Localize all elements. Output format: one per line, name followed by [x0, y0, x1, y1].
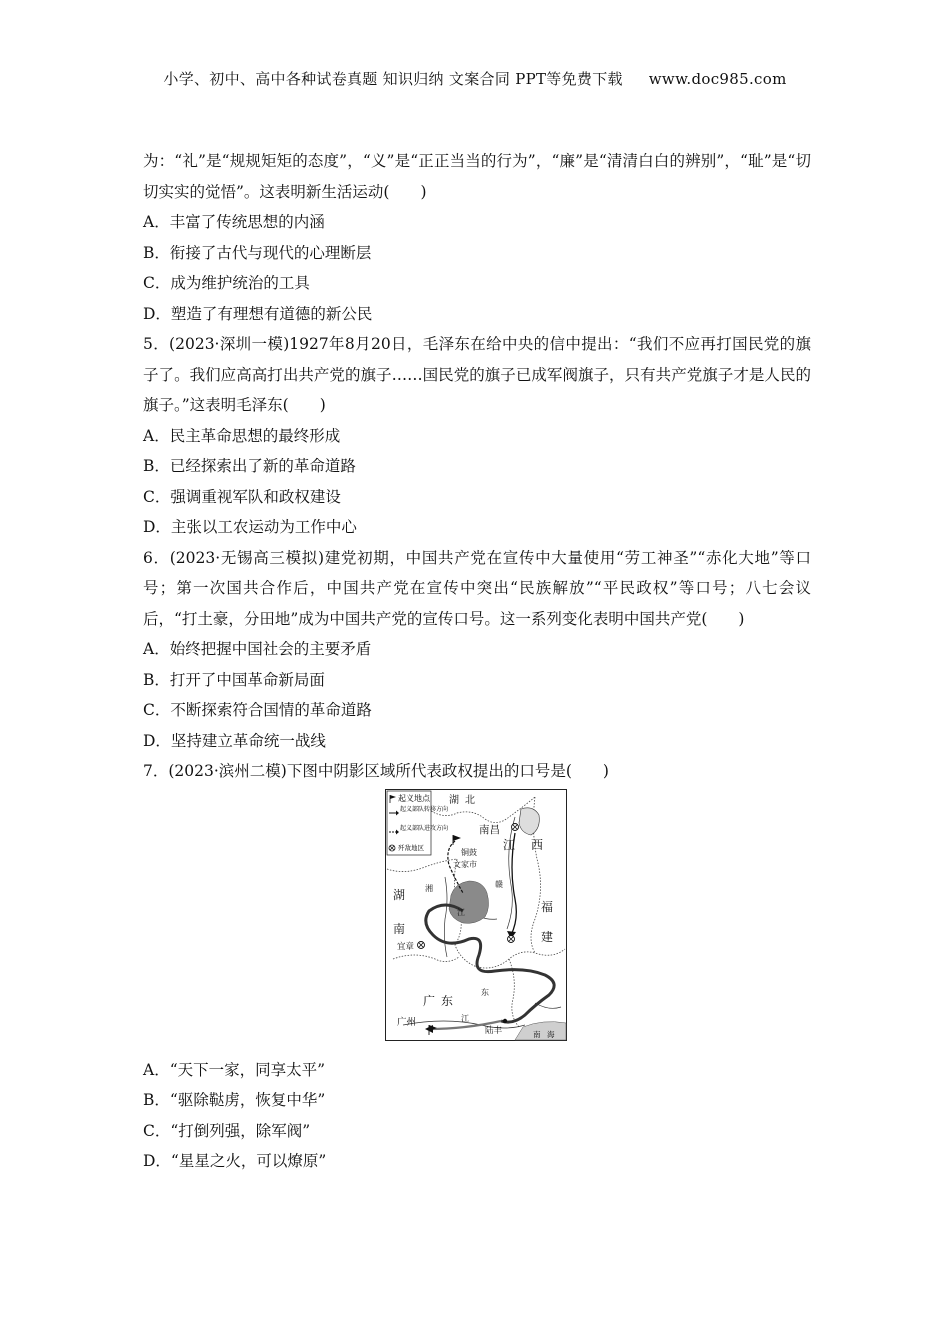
city-dot	[503, 1018, 507, 1022]
revolution-map	[385, 789, 567, 1041]
place-label-nan2: 南	[533, 1029, 541, 1039]
q7-option-c: C．“打倒列强，除军阀”	[143, 1121, 311, 1140]
place-label-dong2: 东	[481, 987, 489, 997]
page-header	[0, 68, 950, 89]
q6-option-c: C．不断探索符合国情的革命道路	[143, 701, 372, 719]
q7-option-b: B．“驱除鞑虏，恢复中华”	[143, 1091, 326, 1109]
legend-label-uprising: 起义地点	[398, 793, 430, 803]
place-label-fu: 福	[541, 899, 554, 914]
q6-stem: 6．(2023·无锡高三模拟)建党初期，中国共产党在宣传中大量使用“劳工神圣”“赤化大地”等口号；第一次国共合作后，中国共产党在宣传中突出“民族解放”“平民政权”等口号；八七会议后，“打土豪，分田地”成为中国共产党的宣传口号。这一系列变化表明中国共产党( )	[143, 548, 811, 628]
legend-label-attack: 起义部队进攻方向	[400, 824, 449, 832]
place-label-wenjiashi: 文家市	[453, 859, 477, 869]
place-label-nan: 南	[393, 921, 406, 936]
place-label-jiang: 江	[503, 837, 516, 852]
battle-icon	[512, 823, 519, 830]
battle-icon	[418, 941, 425, 948]
legend-label-battle: 歼敌地区	[398, 843, 424, 852]
place-label-dong: 东	[441, 993, 454, 1008]
place-label-xiang: 湘	[425, 883, 433, 893]
legend-battle-icon	[389, 845, 395, 851]
place-label-gan: 赣	[495, 879, 503, 889]
header-text: 小学、初中、高中各种试卷真题 知识归纳 文案合同 PPT等免费下载	[163, 70, 623, 88]
battle-icon	[508, 935, 515, 942]
q6-option-a: A．始终把握中国社会的主要矛盾	[143, 640, 372, 658]
q4-stem: 为：“礼”是“规规矩矩的态度”，“义”是“正正当当的行为”，“廉”是“清清白白的辨别”，“耻”是“切切实实的觉悟”。这表明新生活运动( )	[143, 152, 811, 201]
document-body	[143, 146, 811, 1177]
q6-option-b: B．打开了中国革命新局面	[143, 670, 325, 689]
q7-stem: 7．(2023·滨州二模)下图中阴影区域所代表政权提出的口号是( )	[143, 762, 609, 780]
map-figure	[143, 789, 811, 1047]
q7-option-d: D．“星星之火，可以燎原”	[143, 1152, 327, 1170]
q4-option-d: D．塑造了有理想有道德的新公民	[143, 304, 373, 323]
place-label-jian: 建	[541, 929, 554, 944]
q5-option-a: A．民主革命思想的最终形成	[143, 426, 341, 445]
place-label-hu: 湖	[449, 794, 459, 806]
place-label-xi: 西	[531, 837, 544, 852]
q5-option-c: C．强调重视军队和政权建设	[143, 487, 341, 506]
place-label-tonggu: 铜鼓	[461, 847, 477, 857]
q4-option-c: C．成为维护统治的工具	[143, 274, 310, 292]
place-label-hai: 海	[547, 1029, 555, 1039]
q5-option-d: D．主张以工农运动为工作中心	[143, 518, 357, 536]
place-label-guangzhou: 广州	[397, 1016, 417, 1028]
place-label-nanchang: 南昌	[479, 823, 500, 836]
place-label-yizhang: 宜章	[397, 941, 415, 952]
place-label-guang: 广	[423, 993, 436, 1008]
place-label-jiang3: 江	[461, 1013, 469, 1023]
place-label-bei: 北	[465, 794, 475, 806]
q6-option-d: D．坚持建立革命统一战线	[143, 731, 326, 750]
q5-stem: 5．(2023·深圳一模)1927年8月20日，毛泽东在给中央的信中提出：“我们不应再打国民党的旗子了。我们应高高打出共产党的旗子……国民党的旗子已成军阀旗子，只有共产党旗子才是人民的旗子。”这表明毛泽东( )	[143, 335, 811, 414]
q5-option-b: B．已经探索出了新的革命道路	[143, 457, 356, 475]
q4-option-a: A．丰富了传统思想的内涵	[143, 213, 325, 231]
legend-label-transfer: 起义部队转移方向	[400, 805, 449, 813]
place-label-lufeng: 陆丰	[485, 1025, 503, 1036]
place-label-jiang2: 江	[457, 907, 465, 917]
q7-option-a: A．“天下一家，同享太平”	[143, 1060, 326, 1079]
place-label-hu2: 湖	[393, 887, 406, 902]
q4-option-b: B．衔接了古代与现代的心理断层	[143, 243, 372, 262]
header-url[interactable]: www.doc985.com	[648, 70, 787, 88]
